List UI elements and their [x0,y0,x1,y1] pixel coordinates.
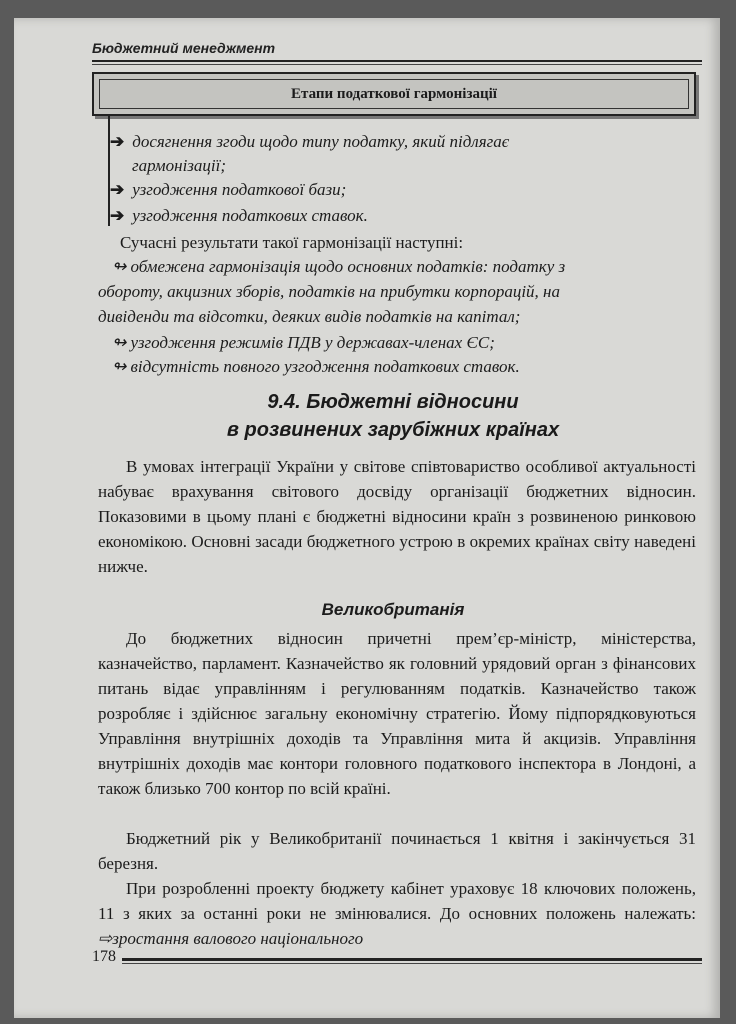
header-rule [92,60,702,62]
result-text: узгодження режимів ПДВ у державах-членах ЄС; [130,333,495,352]
results-intro: Сучасні результати такої гармонізації наступні: [120,233,464,252]
section-title-line2: в розвинених зарубіжних країнах [226,419,560,441]
stages-frame [92,72,696,116]
header-rule-thin [92,64,702,65]
page-number: 178 [92,948,116,965]
arrow-icon: ➔ [110,132,125,151]
arrow-icon: ➔ [110,206,125,225]
frame-title: Етапи податкової гармонізації [291,85,497,102]
bullet-icon: ↬ [112,357,127,376]
uk-paragraph-3 [98,876,696,951]
footer-rule [122,958,702,961]
stage-item-2 [110,178,346,202]
intro-paragraph: В умовах інтеграції України у світове співтовариство особливої актуальності набуває врахування світового досвіду організації бюджетних відносин. Показовими в цьому плані є бюджетні відносини країн з розвиненою ринковою економікою. Основні засади бюджетного устрою в окремих країнах світу наведені нижче. [98,457,696,576]
book-page [14,18,720,1018]
result-line: обороту, акцизних зборів, податків на прибутки корпорацій, на [98,282,560,301]
result-line: дивіденди та відсотки, деяких видів податків на капітал; [98,307,521,326]
result-item-1 [98,254,696,329]
paragraph-italic-text: ⇨зростання валового національного [98,929,364,948]
stage-item-1 [110,130,509,154]
uk-paragraph-2: Бюджетний рік у Великобританії починається 1 квітня і закінчується 31 березня. [98,829,696,873]
result-item-3 [112,354,710,379]
uk-paragraph-1: До бюджетних відносин причетні прем’єр-міністр, міністерства, казначейство, парламент. Казначейство як головний урядовий орган з фінансових питань відає управлінням і регулюванням податків. Казначейство також розробляє і здійснює загальну економічну стратегію. Йому підпорядковуються Управління внутрішніх доходів та Управління мита й акцизів. Управління внутрішніх доходів має контори головного податкового інспектора в Лондоні, а також близько 700 контор по всій країні. [98,629,696,798]
running-head: Бюджетний менеджмент [92,40,276,56]
stage-text: досягнення згоди щодо типу податку, який підлягає [132,132,510,151]
result-item-2 [112,330,710,355]
stage-item-1-cont: гармонізації; [132,156,227,175]
result-text: відсутність повного узгодження податкових ставок. [130,357,520,376]
stage-text: узгодження податкових ставок. [132,206,368,225]
result-line [98,254,696,279]
subheading: Великобританія [321,600,465,619]
stage-item-3 [110,204,368,228]
bullet-icon: ↬ [112,333,127,352]
result-text: обмежена гармонізація щодо основних податків: податку з [130,257,566,276]
footer-rule-thin [122,963,702,964]
paragraph-text: При розробленні проекту бюджету кабінет ураховує 18 ключових положень, 11 з яких за останні роки не змінювалися. До основних положень належать: [98,879,696,923]
stage-text: узгодження податкової бази; [132,180,347,199]
arrow-icon: ➔ [110,180,125,199]
section-title-line1: 9.4. Бюджетні відносини [267,391,519,413]
bullet-icon: ↬ [112,257,127,276]
